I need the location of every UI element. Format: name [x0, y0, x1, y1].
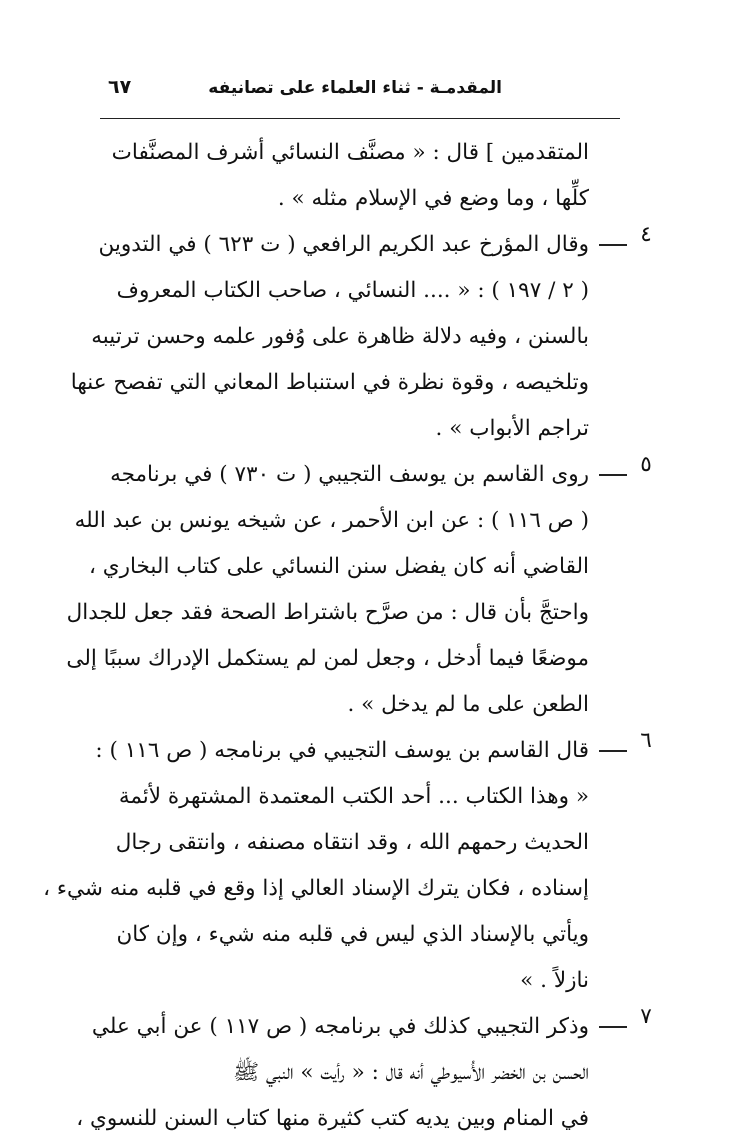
- text-line: « وهذا الكتاب ... أحد الكتب المعتمدة المشتهرة لأئمة: [118, 784, 589, 809]
- page-number: ٦٧: [108, 76, 132, 98]
- page-body: [43, 130, 657, 1142]
- text-line: المتقدمين ] قال : « مصنَّف النسائي أشرف المصنَّفات: [111, 140, 589, 165]
- item-dash: [599, 244, 627, 246]
- page-header: [100, 70, 620, 110]
- text-line: كلِّها ، وما وضع في الإسلام مثله » .: [277, 186, 589, 211]
- text-line: بالسنن ، وفيه دلالة ظاهرة على وُفور علمه وحسن ترتيبه: [91, 324, 589, 349]
- list-item-6: [43, 728, 657, 1004]
- item-number: ٧: [640, 1004, 652, 1029]
- item-dash: [599, 474, 627, 476]
- text-line: ( ص ١١٦ ) : عن ابن الأحمر ، عن شيخه يونس بن عبد الله: [74, 508, 589, 533]
- item-number: ٥: [640, 452, 652, 477]
- text-line: وتلخيصه ، وقوة نظرة في استنباط المعاني التي تفصح عنها: [70, 370, 589, 395]
- text-line: قال القاسم بن يوسف التجيبي في برنامجه ( ص ١١٦ ) :: [95, 738, 589, 763]
- intro-paragraph: [95, 130, 589, 222]
- text-line: تراجم الأبواب » .: [435, 416, 589, 441]
- item-dash: [599, 1026, 627, 1028]
- item-dash: [599, 750, 627, 752]
- list-item-4: [70, 222, 657, 452]
- text-line: وذكر التجيبي كذلك في برنامجه ( ص ١١٧ ) عن أبي علي: [91, 1014, 589, 1039]
- text-line: موضعًا فيما أدخل ، وجعل لمن لم يستكمل الإدراك سببًا إلى: [66, 646, 589, 671]
- item-number: ٦: [640, 728, 652, 753]
- text-line: إسناده ، فكان يترك الإسناد العالي إذا وقع في قلبه منه شيء ،: [43, 876, 589, 901]
- text-line: روى القاسم بن يوسف التجيبي ( ت ٧٣٠ ) في برنامجه: [110, 462, 589, 487]
- text-line: ويأتي بالإسناد الذي ليس في قلبه منه شيء ، وإن كان: [116, 922, 589, 947]
- text-line: واحتجَّ بأن قال : من صرَّح باشتراط الصحة فقد جعل للجدال: [66, 600, 589, 625]
- text-line: نازلاً . »: [520, 968, 589, 993]
- text-line: وقال المؤرخ عبد الكريم الرافعي ( ت ٦٢٣ ) في التدوين: [98, 232, 589, 257]
- text-line: ( ٢ / ١٩٧ ) : « .... النسائي ، صاحب الكتاب المعروف: [116, 278, 589, 303]
- header-divider: [100, 118, 620, 119]
- item-number: ٤: [640, 222, 652, 247]
- text-line: في المنام وبين يديه كتب كثيرة منها كتاب السنن للنسوي ،: [76, 1106, 589, 1131]
- list-item-5: [66, 452, 657, 728]
- text-line: الطعن على ما لم يدخل » .: [347, 692, 589, 717]
- list-item-7: [76, 1004, 657, 1142]
- text-line: القاضي أنه كان يفضل سنن النسائي على كتاب البخاري ،: [89, 554, 589, 579]
- running-title: المقدمـة - ثناء العلماء على تصانيفه: [208, 78, 502, 98]
- text-line: الحديث رحمهم الله ، وقد انتقاه مصنفه ، وانتقى رجال: [115, 830, 589, 855]
- text-line: الحسن بن الخضر الأُسيوطي أنه قال : « رأيت » النبي ﷺ: [233, 1060, 589, 1085]
